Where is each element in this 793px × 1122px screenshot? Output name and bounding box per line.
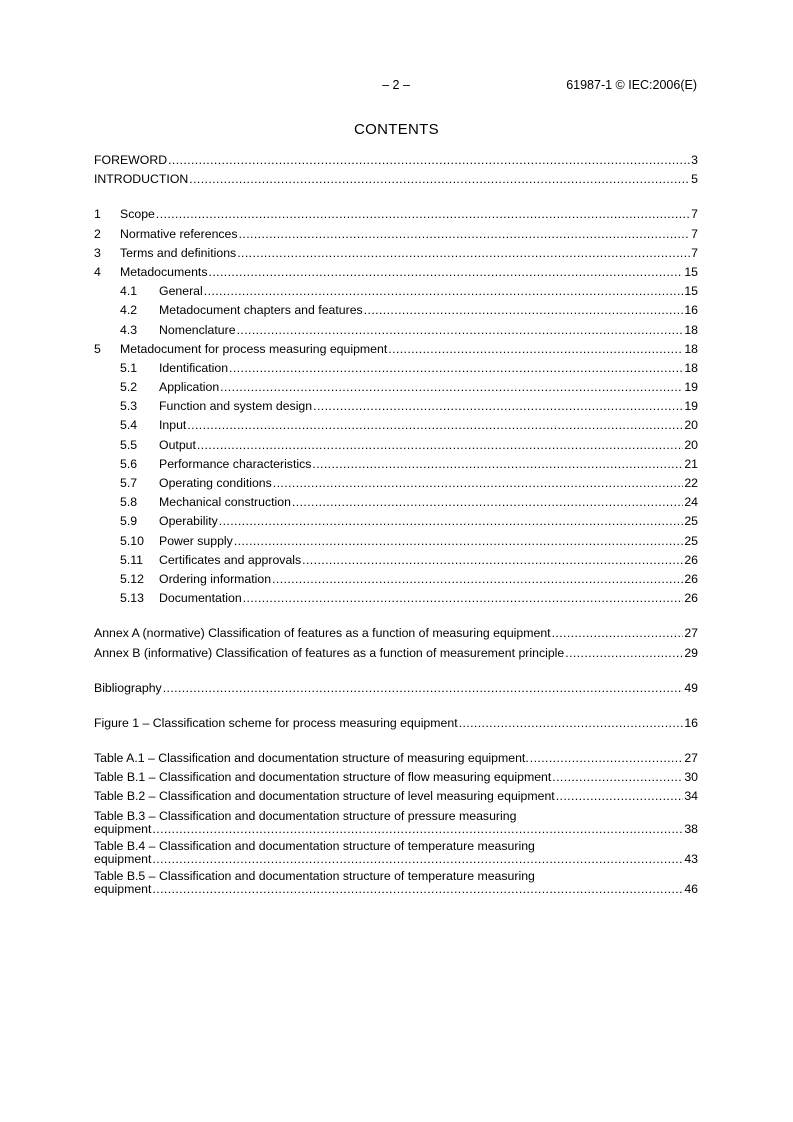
contents-title: CONTENTS	[354, 121, 439, 138]
toc-page-number: 25	[684, 514, 698, 529]
toc-entry-table-b1[interactable]	[94, 768, 698, 787]
dot-leader	[459, 714, 684, 733]
toc-entry-clause-2[interactable]	[94, 225, 698, 244]
toc-page-number: 5	[691, 172, 698, 187]
toc-entry-clause-4[interactable]	[94, 263, 698, 282]
toc-page-number: 15	[684, 264, 698, 279]
dot-leader	[556, 787, 684, 806]
toc-page-number: 18	[684, 322, 698, 337]
toc-entry-bibliography[interactable]	[94, 679, 698, 698]
toc-page-number: 29	[684, 645, 698, 660]
toc-entry-text: Certificates and approvals	[159, 552, 302, 567]
toc-entry-text: Table B.1 – Classification and documentation structure of flow measuring equipment	[94, 770, 552, 785]
toc-entry-annex-a[interactable]	[94, 624, 698, 643]
dot-leader	[229, 359, 683, 378]
dot-leader	[152, 853, 683, 867]
toc-entry-clause-5-3[interactable]	[94, 397, 698, 416]
toc-entry-text: Table A.1 – Classification and documentation structure of measuring equipment.	[94, 751, 529, 766]
toc-page-number: 49	[684, 680, 698, 695]
toc-page-number: 38	[684, 822, 698, 837]
toc-entry-text: Input	[159, 418, 187, 433]
toc-entry-text: Normative references	[120, 226, 238, 241]
toc-page-number: 20	[684, 437, 698, 452]
clause-number: 5.9	[120, 514, 138, 529]
dot-leader	[273, 474, 684, 493]
toc-entry-text: Annex B (informative) Classification of features as a function of measurement principle	[94, 645, 565, 660]
table-of-contents	[94, 151, 698, 897]
toc-entry-clause-5-13[interactable]	[94, 589, 698, 608]
clause-number: 4	[94, 264, 101, 279]
clause-number: 5.2	[120, 380, 138, 395]
toc-entry-text: Metadocument chapters and features	[159, 303, 363, 318]
toc-entry-text: Table B.3 – Classification and documentation structure of pressure measuring	[94, 808, 517, 823]
dot-leader	[243, 589, 684, 608]
toc-entry-text: Annex A (normative) Classification of features as a function of measuring equipment	[94, 626, 551, 641]
dot-leader	[552, 768, 683, 787]
toc-entry-text: Table B.5 – Classification and documentation structure of temperature measuring	[94, 868, 535, 883]
dot-leader	[237, 244, 690, 263]
toc-entry-table-a1[interactable]	[94, 749, 698, 768]
toc-entry-text: Output	[159, 437, 196, 452]
toc-entry-table-b3[interactable]	[94, 810, 698, 837]
toc-page-number: 7	[691, 207, 698, 222]
toc-entry-figure-1[interactable]	[94, 714, 698, 733]
toc-page-number: 26	[684, 552, 698, 567]
clause-number: 5.4	[120, 418, 138, 433]
clause-number: 5.5	[120, 437, 138, 452]
toc-entry-text: INTRODUCTION	[94, 172, 189, 187]
toc-entry-clause-5-4[interactable]	[94, 416, 698, 435]
toc-entry-clause-5-11[interactable]	[94, 551, 698, 570]
dot-leader	[220, 378, 683, 397]
toc-page-number: 7	[691, 245, 698, 260]
clause-number: 5.1	[120, 360, 138, 375]
toc-page-number: 3	[691, 153, 698, 167]
toc-page-number: 43	[684, 852, 698, 867]
toc-page-number: 7	[691, 226, 698, 241]
toc-entry-clause-5-10[interactable]	[94, 532, 698, 551]
toc-entry-text: Metadocument for process measuring equipment	[120, 341, 388, 356]
toc-entry-table-b4[interactable]	[94, 840, 698, 867]
toc-entry-text: Performance characteristics	[159, 456, 312, 471]
toc-entry-text: Ordering information	[159, 571, 272, 586]
dot-leader	[388, 340, 683, 359]
toc-page-number: 30	[684, 770, 698, 785]
toc-entry-clause-5-8[interactable]	[94, 493, 698, 512]
dot-leader	[168, 151, 690, 170]
toc-entry-annex-b[interactable]	[94, 644, 698, 663]
clause-number: 4.1	[120, 284, 138, 299]
toc-entry-clause-3[interactable]	[94, 244, 698, 263]
dot-leader	[237, 321, 684, 340]
clause-number: 3	[94, 245, 101, 260]
toc-entry-clause-1[interactable]	[94, 205, 698, 224]
clause-number: 5.7	[120, 476, 138, 490]
document-identifier: 61987-1 © IEC:2006(E)	[566, 78, 697, 92]
toc-entry-clause-4-1[interactable]	[94, 282, 698, 301]
dot-leader	[364, 301, 684, 320]
dot-leader	[234, 532, 683, 551]
dot-leader	[163, 679, 684, 698]
toc-page-number: 18	[684, 341, 698, 356]
dot-leader	[152, 883, 683, 897]
toc-entry-text: Operability	[159, 514, 218, 529]
dot-leader	[552, 624, 684, 643]
dot-leader	[292, 493, 683, 512]
dot-leader	[565, 644, 683, 663]
clause-number: 5.3	[120, 399, 138, 414]
dot-leader	[219, 512, 684, 531]
toc-entry-text: Bibliography	[94, 680, 162, 695]
toc-page-number: 19	[684, 380, 698, 395]
toc-page-number: 34	[684, 789, 698, 804]
toc-entry-text-continued: equipment	[94, 822, 152, 837]
toc-entry-text-continued: equipment	[94, 882, 152, 897]
clause-number: 5.6	[120, 456, 138, 471]
toc-page-number: 15	[684, 284, 698, 299]
dot-leader	[152, 823, 683, 837]
toc-entry-text: Operating conditions	[159, 476, 272, 490]
toc-entry-text: Nomenclature	[159, 322, 236, 337]
toc-entry-text: Documentation	[159, 591, 242, 606]
dot-leader	[312, 455, 683, 474]
clause-number: 5.8	[120, 495, 138, 510]
toc-entry-text: Application	[159, 380, 220, 395]
toc-entry-clause-5-12[interactable]	[94, 570, 698, 589]
dot-leader	[204, 282, 684, 301]
toc-entry-text: Power supply	[159, 533, 233, 548]
dot-leader	[156, 205, 690, 224]
toc-entry-clause-5-9[interactable]	[94, 512, 698, 531]
toc-entry-text: Identification	[159, 360, 229, 375]
toc-entry-text: Table B.4 – Classification and documentation structure of temperature measuring	[94, 838, 535, 853]
dot-leader	[189, 170, 690, 189]
toc-entry-table-b5[interactable]	[94, 870, 698, 897]
toc-entry-text-continued: equipment	[94, 852, 152, 867]
toc-entry-text: Terms and definitions	[120, 245, 237, 260]
toc-page-number: 20	[684, 418, 698, 433]
dot-leader	[239, 225, 691, 244]
toc-page-number: 46	[684, 882, 698, 897]
toc-entry-clause-4-2[interactable]	[94, 301, 698, 320]
toc-entry-text: Scope	[120, 207, 155, 222]
dot-leader	[209, 263, 684, 282]
toc-entry-clause-5-6[interactable]	[94, 455, 698, 474]
clause-number: 5.11	[120, 552, 144, 567]
clause-number: 4.2	[120, 303, 138, 318]
clause-number: 4.3	[120, 322, 138, 337]
clause-number: 1	[94, 207, 101, 222]
toc-page-number: 22	[684, 476, 698, 490]
toc-entry-clause-5-2[interactable]	[94, 378, 698, 397]
toc-entry-foreword[interactable]	[94, 151, 698, 170]
dot-leader	[530, 749, 684, 768]
toc-entry-clause-5-1[interactable]	[94, 359, 698, 378]
toc-entry-clause-5[interactable]	[94, 340, 698, 359]
toc-entry-text: Mechanical construction	[159, 495, 291, 510]
clause-number: 5.13	[120, 591, 144, 606]
toc-page-number: 26	[684, 571, 698, 586]
toc-page-number: 27	[684, 751, 698, 766]
toc-page-number: 21	[684, 456, 698, 471]
toc-entry-text: Function and system design	[159, 399, 313, 414]
clause-number: 5	[94, 341, 101, 356]
dot-leader	[197, 436, 683, 455]
toc-page-number: 16	[684, 303, 698, 318]
page-number: – 2 –	[382, 78, 410, 92]
toc-entry-text: FOREWORD	[94, 153, 168, 167]
clause-number: 5.10	[120, 533, 144, 548]
toc-page-number: 25	[684, 533, 698, 548]
toc-entry-clause-4-3[interactable]	[94, 321, 698, 340]
clause-number: 5.12	[120, 571, 144, 586]
toc-entry-table-b2[interactable]	[94, 787, 698, 806]
toc-page-number: 18	[684, 360, 698, 375]
clause-number: 2	[94, 226, 101, 241]
dot-leader	[272, 570, 683, 589]
toc-entry-text: Metadocuments	[120, 264, 208, 279]
toc-entry-introduction[interactable]	[94, 170, 698, 189]
toc-entry-text: General	[159, 284, 203, 299]
toc-entry-text: Figure 1 – Classification scheme for process measuring equipment	[94, 715, 458, 730]
toc-page-number: 26	[684, 591, 698, 606]
dot-leader	[302, 551, 683, 570]
toc-page-number: 24	[684, 495, 698, 510]
toc-entry-text: Table B.2 – Classification and documentation structure of level measuring equipment	[94, 789, 555, 804]
toc-entry-clause-5-5[interactable]	[94, 436, 698, 455]
toc-page-number: 19	[684, 399, 698, 414]
dot-leader	[313, 397, 683, 416]
toc-page-number: 27	[684, 626, 698, 641]
toc-page-number: 16	[684, 715, 698, 730]
toc-entry-clause-5-7[interactable]	[94, 474, 698, 493]
dot-leader	[187, 416, 683, 435]
